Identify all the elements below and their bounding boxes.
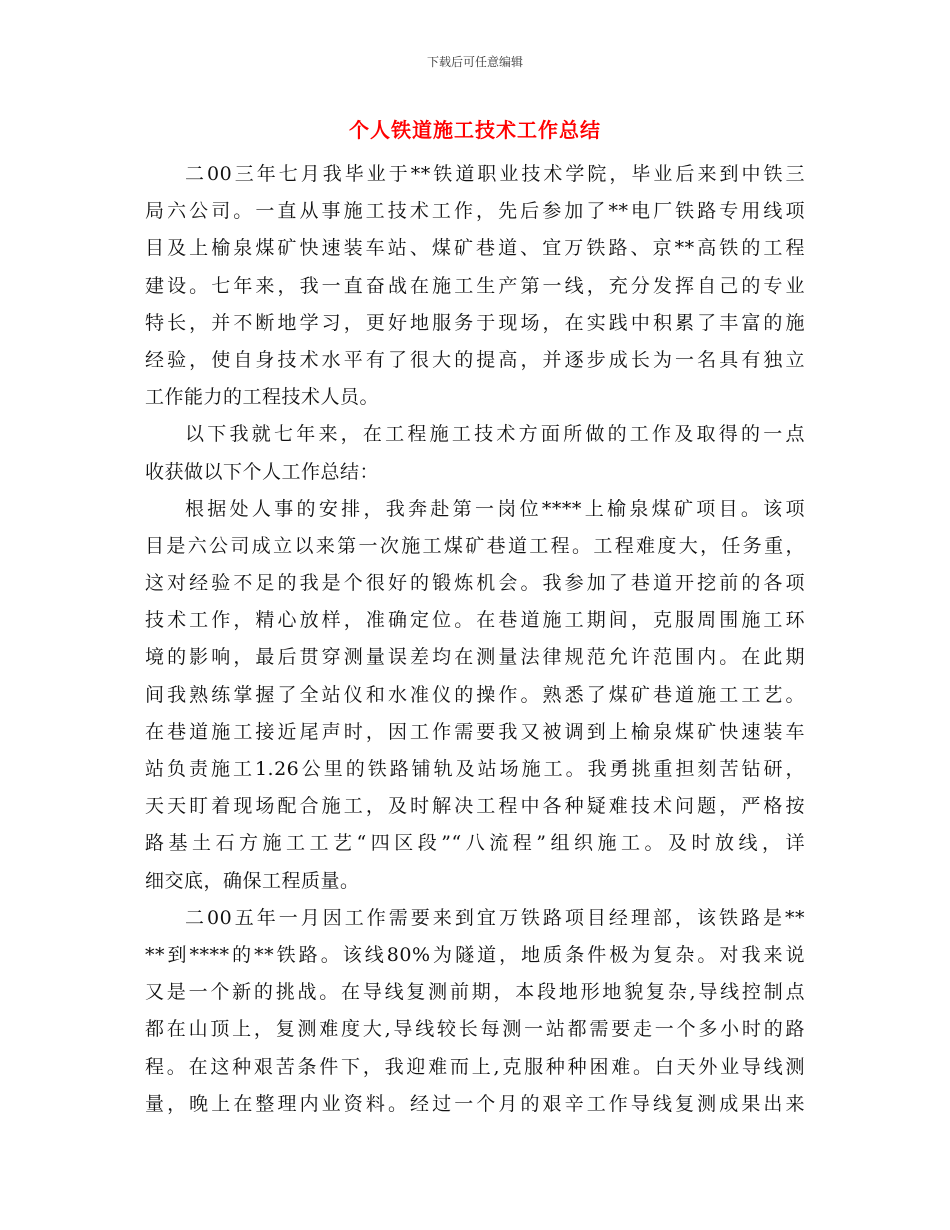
text-line: 间我熟练掌握了全站仪和水准仪的操作。熟悉了煤矿巷道施工工艺。 [145,683,805,706]
paragraph [145,900,805,1123]
paragraph [145,156,805,416]
text-line: 天天盯着现场配合施工，及时解决工程中各种疑难技术问题，严格按 [145,795,805,818]
document-body [145,156,805,1123]
text-line: 又是一个新的挑战。在导线复测前期，本段地形地貌复杂,导线控制点 [145,981,805,1004]
text-line: 工作能力的工程技术人员。 [145,386,380,409]
page-header-note: 下载后可任意编辑 [426,55,523,69]
text-line: 量，晚上在整理内业资料。经过一个月的艰辛工作导线复测成果出来 [145,1092,805,1115]
text-line: 根据处人事的安排，我奔赴第一岗位****上榆泉煤矿项目。该项 [185,497,805,520]
document-title: 个人铁道施工技术工作总结 [349,118,601,142]
text-line: 细交底，确保工程质量。 [145,869,360,892]
text-line: 局六公司。一直从事施工技术工作，先后参加了**电厂铁路专用线项 [145,200,805,223]
text-line: 二00五年一月因工作需要来到宜万铁路项目经理部，该铁路是** [185,906,805,929]
text-line: 经验，使自身技术水平有了很大的提高，并逐步成长为一名具有独立 [145,348,805,371]
text-line: 二00三年七月我毕业于**铁道职业技术学院，毕业后来到中铁三 [185,163,805,185]
text-line: 这对经验不足的我是个很好的锻炼机会。我参加了巷道开挖前的各项 [145,572,805,595]
text-line: 目是六公司成立以来第一次施工煤矿巷道工程。工程难度大，任务重， [145,534,805,557]
paragraph [145,416,805,490]
paragraph [145,491,805,900]
text-line: 目及上榆泉煤矿快速装车站、煤矿巷道、宜万铁路、京**高铁的工程 [145,237,805,260]
text-line: 都在山顶上，复测难度大,导线较长每测一站都需要走一个多小时的路 [145,1018,805,1041]
text-line: 收获做以下个人工作总结： [145,460,380,483]
text-line: 技术工作，精心放样，准确定位。在巷道施工期间，克服周围施工环 [145,609,805,632]
text-line: 以下我就七年来，在工程施工技术方面所做的工作及取得的一点 [185,423,805,446]
text-line: 特长，并不断地学习，更好地服务于现场，在实践中积累了丰富的施 [145,311,805,334]
text-line: 程。在这种艰苦条件下，我迎难而上,克服种种困难。白天外业导线测 [145,1055,805,1078]
text-line: **到****的**铁路。该线80%为隧道，地质条件极为复杂。对我来说 [145,943,805,966]
text-line: 站负责施工1.26公里的铁路铺轨及站场施工。我勇挑重担刻苦钻研， [145,758,805,780]
text-line: 路基土石方施工工艺“四区段”“八流程”组织施工。及时放线，详 [145,832,805,855]
text-line: 建设。七年来，我一直奋战在施工生产第一线，充分发挥自己的专业 [145,274,805,297]
text-line: 境的影响，最后贯穿测量误差均在测量法律规范允许范围内。在此期 [145,646,805,669]
text-line: 在巷道施工接近尾声时，因工作需要我又被调到上榆泉煤矿快速装车 [145,720,805,743]
